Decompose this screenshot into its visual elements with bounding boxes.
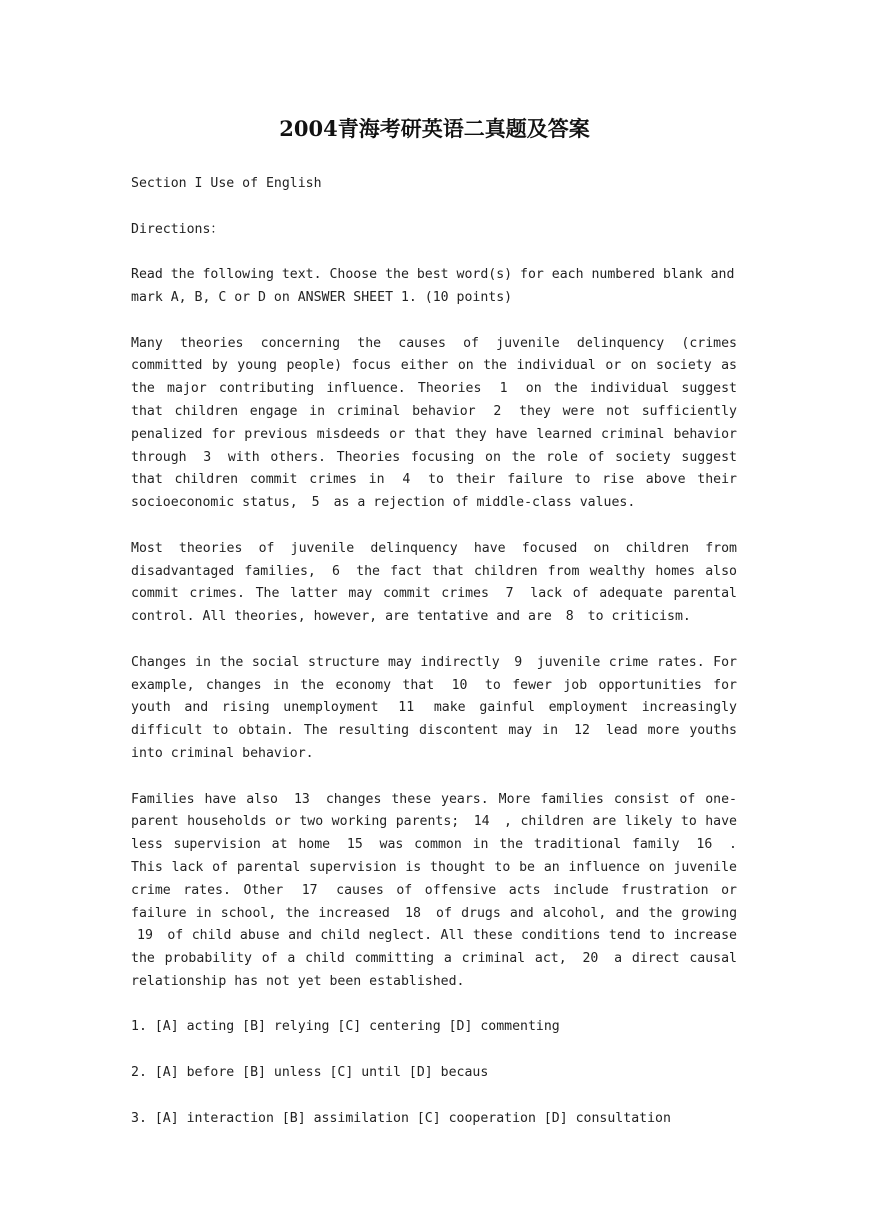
passage-text: they were not sufficiently penalized for previous misdeeds or that they have learned criminal behavior through [131, 403, 737, 465]
blank-number: 8 [565, 609, 574, 625]
question-list [131, 1016, 737, 1130]
passage-text: to their failure to rise above their socioeconomic status, [131, 472, 737, 511]
blank-number: 12 [574, 723, 590, 739]
blank-number: 2 [493, 403, 502, 419]
blank-number: 7 [505, 586, 514, 602]
passage-paragraph [131, 789, 737, 994]
passage-text: of child abuse and child neglect. All these conditions tend to increase the probability of a child committing a criminal act, [131, 928, 737, 967]
blank-number: 11 [398, 700, 415, 716]
passage-text: to criticism. [579, 609, 691, 625]
passage [131, 333, 737, 994]
passage-paragraph [131, 333, 737, 515]
passage-text: with others. Theories focusing on the role of society suggest that children commit crimes in [131, 449, 737, 488]
passage-text: changes these years. More families consist of one-parent households or two working parents; [131, 791, 737, 830]
passage-text: was common in the traditional family [368, 837, 691, 853]
question-item: 1. [A] acting [B] relying [C] centering [D] commenting [131, 1019, 560, 1035]
passage-text: Most theories of juvenile delinquency have focused on children from disadvantaged families, [131, 540, 737, 579]
passage-text: the fact that children from wealthy homes also commit crimes. The latter may commit crimes [131, 563, 737, 602]
passage-text: lead more youths into criminal behavior. [131, 723, 737, 761]
blank-number: 20 [582, 951, 599, 967]
passage-text: of drugs and alcohol, and the growing [426, 905, 738, 921]
blank-number: 19 [137, 928, 153, 944]
passage-text: a direct causal relationship has not yet been established. [131, 951, 737, 989]
passage-text: . This lack of parental supervision is thought to be an influence on juvenile crime rates. Other [131, 837, 737, 898]
blank-number: 1 [499, 381, 508, 397]
blank-number: 4 [402, 472, 411, 488]
blank-number: 5 [311, 495, 320, 511]
blank-number: 3 [203, 449, 212, 465]
document-body [131, 173, 737, 1153]
passage-paragraph [131, 652, 737, 766]
blank-number: 15 [346, 837, 363, 853]
blank-number: 9 [514, 654, 523, 670]
passage-text: causes of offensive acts include frustration or failure in school, the increased [131, 882, 737, 921]
question-item: 2. [A] before [B] unless [C] until [D] becaus [131, 1065, 489, 1081]
blank-number: 18 [405, 905, 421, 921]
directions-text: Read the following text. Choose the best word(s) for each numbered blank and mark A, B, C or D on ANSWER SHEET 1. (10 points) [131, 267, 735, 305]
document-title: 2004青海考研英语二真题及答案 [279, 116, 590, 141]
blank-number: 10 [451, 677, 468, 693]
blank-number: 14 [473, 814, 490, 830]
passage-text: Many theories concerning the causes of juvenile delinquency (crimes committed by young people) focus either on the individual or on society as the major contributing influence. Theories [131, 335, 737, 397]
question-item: 3. [A] interaction [B] assimilation [C] cooperation [D] consultation [131, 1110, 671, 1126]
blank-number: 6 [332, 563, 340, 579]
passage-text: lack of adequate parental control. All theories, however, are tentative and are [131, 586, 737, 625]
passage-text: juvenile crime rates. For example, changes in the economy that [131, 654, 737, 693]
passage-text: make gainful employment increasingly difficult to obtain. The resulting discontent may in [131, 700, 737, 739]
passage-text: Changes in the social structure may indirectly [131, 654, 509, 670]
passage-text: as a rejection of middle-class values. [325, 495, 636, 511]
passage-text: on the individual suggest that children engage in criminal behavior [131, 381, 737, 419]
passage-text: Families have also [131, 791, 288, 807]
section-heading: Section I Use of English [131, 176, 322, 191]
blank-number: 16 [696, 837, 713, 853]
blank-number: 17 [301, 882, 318, 898]
blank-number: 13 [293, 791, 310, 807]
passage-text: to fewer job opportunities for youth and rising unemployment [131, 677, 737, 716]
passage-paragraph [131, 538, 737, 629]
directions-label: Directions： [131, 221, 224, 237]
passage-text: , children are likely to have less supervision at home [131, 814, 737, 853]
